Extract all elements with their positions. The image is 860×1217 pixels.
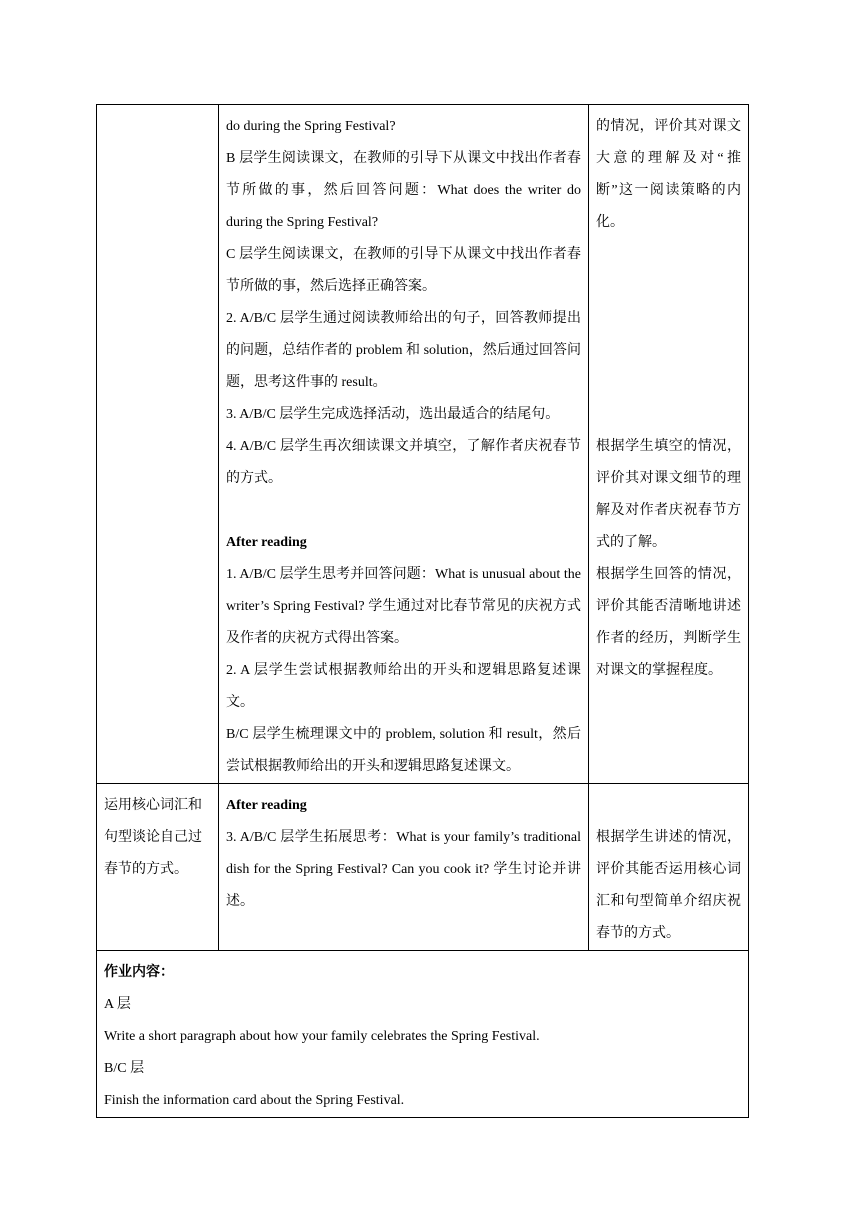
activity-line: 3. A/B/C 层学生拓展思考：What is your family’s traditional dish for the Spring Festival? Can you cook it? 学生讨论并讲述。	[226, 830, 581, 909]
evaluation-text: 根据学生讲述的情况，评价其能否运用核心词汇和句型简单介绍庆祝春节的方式。	[596, 830, 741, 941]
homework-bc-label: B/C 层	[104, 1061, 145, 1076]
homework-a-text: Write a short paragraph about how your family celebrates the Spring Festival.	[104, 1029, 540, 1044]
goal-text: 运用核心词汇和句型谈论自己过春节的方式。	[104, 798, 202, 877]
evaluation-cell	[589, 105, 749, 784]
spacer	[596, 239, 741, 431]
lesson-plan-table	[96, 104, 749, 1118]
after-reading-heading: After reading	[226, 798, 307, 813]
activity-line: 4. A/B/C 层学生再次细读课文并填空，了解作者庆祝春节的方式。	[226, 439, 581, 486]
table-row	[97, 784, 749, 951]
activity-line: 3. A/B/C 层学生完成选择活动，选出最适合的结尾句。	[226, 407, 560, 422]
after-reading-heading: After reading	[226, 535, 307, 550]
activity-line: 2. A/B/C 层学生通过阅读教师给出的句子，回答教师提出的问题，总结作者的 problem 和 solution，然后通过回答问题，思考这件事的 result。	[226, 311, 581, 390]
spacer	[596, 790, 741, 822]
activity-line: 1. A/B/C 层学生思考并回答问题：What is unusual about the writer’s Spring Festival? 学生通过对比春节常见的庆祝方式及作者的庆祝方式得出答案。	[226, 567, 581, 646]
goal-cell	[97, 784, 219, 951]
spacer	[226, 495, 581, 527]
homework-a-label: A 层	[104, 997, 131, 1012]
evaluation-text: 根据学生填空的情况，评价其对课文细节的理解及对作者庆祝春节方式的了解。	[596, 439, 741, 550]
evaluation-text: 根据学生回答的情况，评价其能否清晰地讲述作者的经历，判断学生对课文的掌握程度。	[596, 567, 741, 678]
homework-bc-text: Finish the information card about the Spring Festival.	[104, 1093, 405, 1108]
activity-line: B/C 层学生梳理课文中的 problem, solution 和 result，然后尝试根据教师给出的开头和逻辑思路复述课文。	[226, 727, 581, 774]
activity-cell	[219, 784, 589, 951]
table-row	[97, 105, 749, 784]
homework-cell	[97, 951, 749, 1118]
goal-cell-empty	[97, 105, 219, 784]
activity-line: C 层学生阅读课文，在教师的引导下从课文中找出作者春节所做的事，然后选择正确答案。	[226, 247, 581, 294]
activity-cell	[219, 105, 589, 784]
activity-line: 2. A 层学生尝试根据教师给出的开头和逻辑思路复述课文。	[226, 663, 581, 710]
activity-line: B 层学生阅读课文，在教师的引导下从课文中找出作者春节所做的事，然后回答问题：What does the writer do during the Spring Festival?	[226, 151, 581, 230]
table-row	[97, 951, 749, 1118]
homework-title: 作业内容：	[104, 965, 174, 980]
evaluation-text: 的情况，评价其对课文大意的理解及对“推断”这一阅读策略的内化。	[596, 119, 741, 230]
evaluation-cell	[589, 784, 749, 951]
activity-line: do during the Spring Festival?	[226, 119, 396, 134]
